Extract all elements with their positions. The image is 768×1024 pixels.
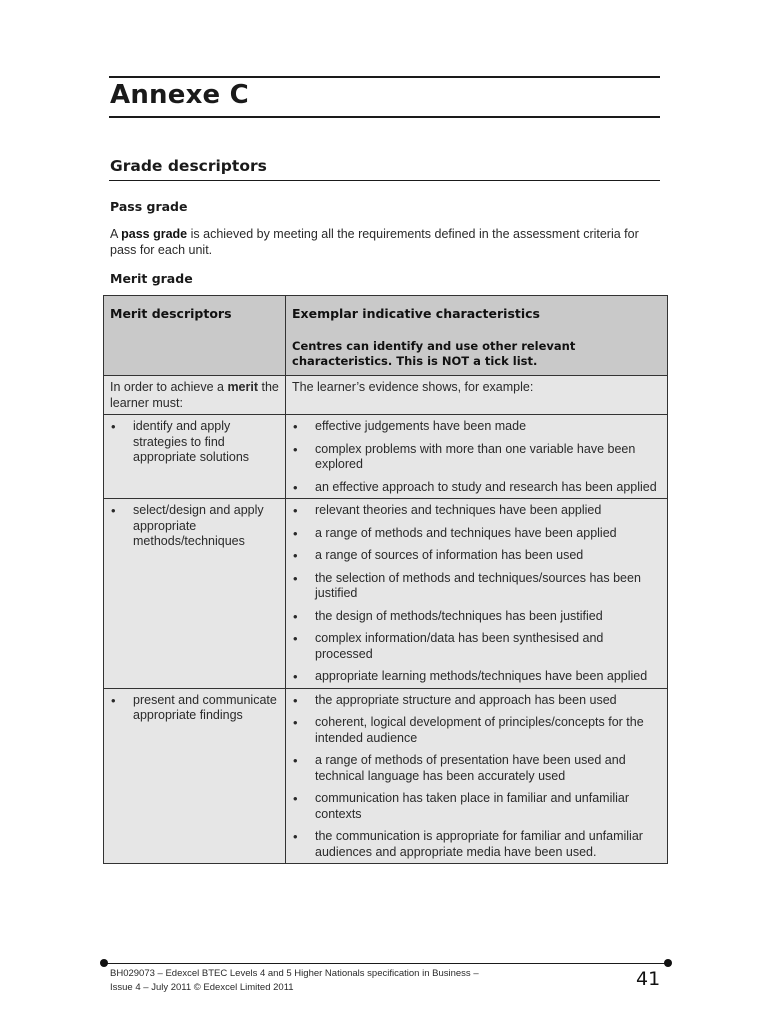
characteristic-item: • the communication is appropriate for familiar and unfamiliar audiences and appropriate media have been used. xyxy=(290,829,661,860)
descriptor-item: • identify and apply strategies to find appropriate solutions xyxy=(108,419,279,466)
table-header-row xyxy=(104,296,668,376)
intro-prefix: In order to achieve a xyxy=(110,380,228,394)
title-top-rule xyxy=(109,76,660,78)
col2-header-note: Centres can identify and use other relevant characteristics. This is NOT a tick list. xyxy=(292,338,576,368)
intro-bold: merit xyxy=(227,380,259,394)
descriptor-cell xyxy=(104,415,286,499)
descriptor-cell xyxy=(104,499,286,689)
characteristic-item: • coherent, logical development of principles/concepts for the intended audience xyxy=(290,715,661,746)
pass-grade-heading: Pass grade xyxy=(110,199,188,214)
characteristics-cell xyxy=(286,688,668,864)
page-title: Annexe C xyxy=(110,80,249,110)
footer-text xyxy=(110,967,550,995)
title-bottom-rule xyxy=(109,116,660,118)
pass-text-suffix: is achieved by meeting all the requirements defined in the assessment criteria for pass for each unit. xyxy=(110,227,639,257)
characteristic-item: • relevant theories and techniques have been applied xyxy=(290,503,661,519)
characteristic-item: • communication has taken place in familiar and unfamiliar contexts xyxy=(290,791,661,822)
table-row xyxy=(104,499,668,689)
table-row xyxy=(104,688,668,864)
descriptor-cell xyxy=(104,688,286,864)
merit-descriptor-table xyxy=(103,295,668,864)
section-heading: Grade descriptors xyxy=(110,157,267,175)
footer-line-2: Issue 4 – July 2011 © Edexcel Limited 2011 xyxy=(110,982,294,993)
footer-rule-right-dot xyxy=(664,959,672,967)
page-number: 41 xyxy=(636,968,661,990)
col2-header xyxy=(286,296,668,376)
intro-left-cell xyxy=(104,376,286,415)
table-intro-row xyxy=(104,376,668,415)
table-row xyxy=(104,415,668,499)
footer-line-1: BH029073 – Edexcel BTEC Levels 4 and 5 Higher Nationals specification in Business – xyxy=(110,968,479,979)
characteristics-cell xyxy=(286,499,668,689)
characteristic-item: • effective judgements have been made xyxy=(290,419,661,435)
characteristic-item: • the appropriate structure and approach has been used xyxy=(290,693,661,709)
characteristic-item: • a range of sources of information has been used xyxy=(290,548,661,564)
pass-text-bold: pass grade xyxy=(121,227,188,241)
characteristic-item: • a range of methods and techniques have been applied xyxy=(290,526,661,542)
footer-rule xyxy=(104,963,668,964)
intro-suffix: the learner must: xyxy=(110,380,279,410)
characteristic-item: • appropriate learning methods/techniques have been applied xyxy=(290,669,661,685)
characteristic-item: • an effective approach to study and research has been applied xyxy=(290,480,661,496)
pass-text-prefix: A xyxy=(110,227,122,241)
footer-rule-left-dot xyxy=(100,959,108,967)
col1-header: Merit descriptors xyxy=(104,296,286,376)
merit-grade-heading: Merit grade xyxy=(110,271,193,286)
characteristics-cell xyxy=(286,415,668,499)
characteristic-item: • complex information/data has been synthesised and processed xyxy=(290,631,661,662)
descriptor-item: • select/design and apply appropriate methods/techniques xyxy=(108,503,279,550)
descriptor-item: • present and communicate appropriate findings xyxy=(108,693,279,724)
characteristic-item: • complex problems with more than one variable have been explored xyxy=(290,442,661,473)
characteristic-item: • a range of methods of presentation have been used and technical language has been accurately used xyxy=(290,753,661,784)
section-heading-rule xyxy=(109,180,660,181)
pass-grade-paragraph xyxy=(110,226,660,258)
col2-header-title: Exemplar indicative characteristics xyxy=(292,306,540,321)
characteristic-item: • the selection of methods and techniques/sources has been justified xyxy=(290,571,661,602)
intro-right-cell: The learner’s evidence shows, for example: xyxy=(286,376,668,415)
characteristic-item: • the design of methods/techniques has been justified xyxy=(290,609,661,625)
